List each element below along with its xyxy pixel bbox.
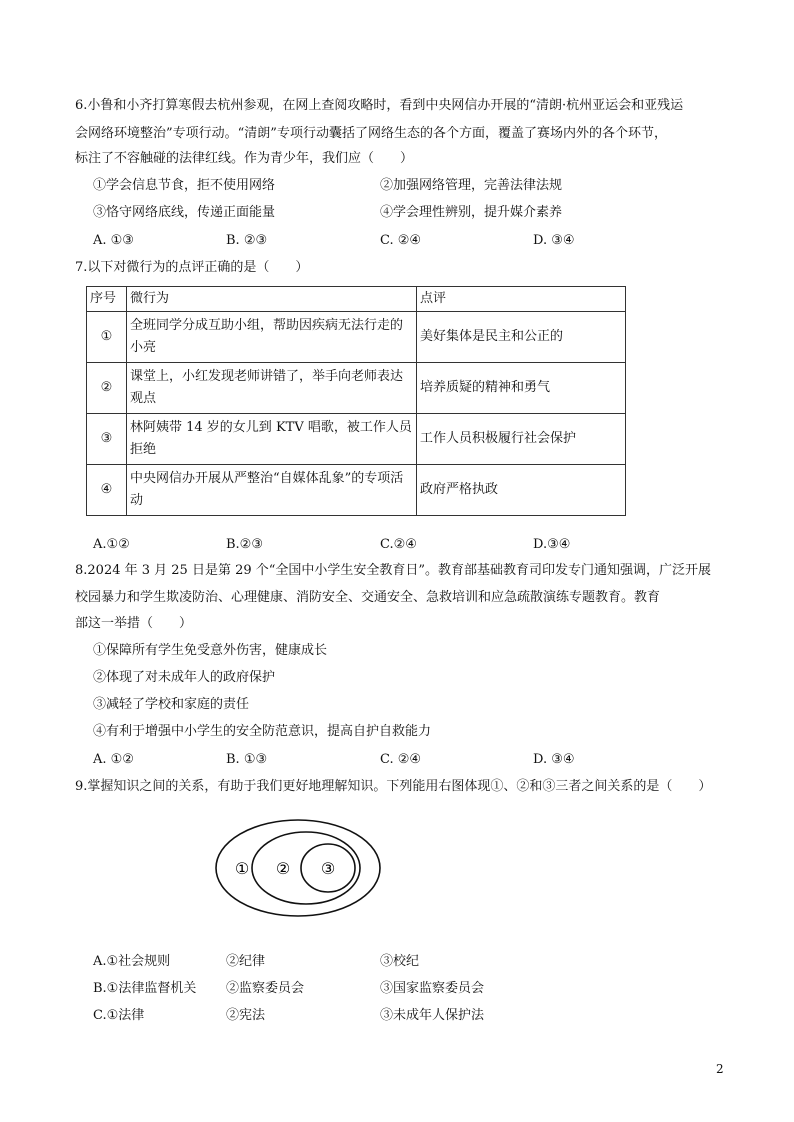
row-number: ① bbox=[87, 312, 127, 363]
row-behavior: 中央网信办开展从严整治“自媒体乱象”的专项活动 bbox=[127, 465, 417, 516]
q7-option-c: C.②④ bbox=[380, 537, 417, 552]
q8-stem-line-3: 部这一举措（ ） bbox=[75, 616, 193, 631]
header-behavior: 微行为 bbox=[127, 287, 417, 312]
q9-choice-a-2: ②纪律 bbox=[226, 954, 266, 969]
table-row bbox=[87, 465, 626, 516]
q6-option-c: C. ②④ bbox=[380, 233, 422, 248]
q6-option-b: B. ②③ bbox=[226, 233, 268, 248]
q6-statement-2: ②加强网络管理，完善法律法规 bbox=[380, 178, 563, 193]
q7-option-a: A.①② bbox=[93, 537, 130, 552]
header-seq: 序号 bbox=[87, 287, 127, 312]
q6-statement-3: ③恪守网络底线，传递正面能量 bbox=[93, 205, 276, 220]
q8-option-c: C. ②④ bbox=[380, 752, 422, 767]
table-row bbox=[87, 363, 626, 414]
row-behavior: 林阿姨带 14 岁的女儿到 KTV 唱歌，被工作人员拒绝 bbox=[127, 414, 417, 465]
row-behavior: 课堂上，小红发现老师讲错了，举手向老师表达观点 bbox=[127, 363, 417, 414]
row-number: ② bbox=[87, 363, 127, 414]
q6-option-d: D. ③④ bbox=[533, 233, 575, 248]
row-behavior: 全班同学分成互助小组，帮助因疾病无法行走的小亮 bbox=[127, 312, 417, 363]
row-number: ③ bbox=[87, 414, 127, 465]
q7-option-d: D.③④ bbox=[533, 537, 571, 552]
middle-ellipse bbox=[252, 832, 360, 904]
inner-ellipse bbox=[301, 844, 355, 892]
q8-statement-3: ③减轻了学校和家庭的责任 bbox=[93, 697, 250, 712]
q8-option-a: A. ①② bbox=[93, 752, 134, 767]
q9-choice-c-3: ③未成年人保护法 bbox=[380, 1008, 485, 1023]
q8-statement-2: ②体现了对未成年人的政府保护 bbox=[93, 670, 276, 685]
q8-option-b: B. ①③ bbox=[226, 752, 268, 767]
q6-stem-line-3: 标注了不容触碰的法律红线。作为青少年，我们应（ ） bbox=[75, 151, 414, 166]
q8-option-d: D. ③④ bbox=[533, 752, 575, 767]
q9-choice-b-2: ②监察委员会 bbox=[226, 981, 305, 996]
q6-statement-1: ①学会信息节食，拒不使用网络 bbox=[93, 178, 276, 193]
q8-statement-1: ①保障所有学生免受意外伤害，健康成长 bbox=[93, 643, 328, 658]
q9-choice-c-1: C.①法律 bbox=[93, 1008, 145, 1023]
table-header-row bbox=[87, 287, 626, 312]
table-row bbox=[87, 312, 626, 363]
q9-choice-a-1: A.①社会规则 bbox=[93, 954, 171, 969]
q9-choice-c-2: ②宪法 bbox=[226, 1008, 266, 1023]
q8-statement-4: ④有利于增强中小学生的安全防范意识，提高自护自救能力 bbox=[93, 724, 432, 739]
row-comment: 工作人员积极履行社会保护 bbox=[417, 414, 626, 465]
row-comment: 培养质疑的精神和勇气 bbox=[417, 363, 626, 414]
q7-table bbox=[86, 286, 626, 516]
q7-option-b: B.②③ bbox=[226, 537, 263, 552]
q8-stem-line-1: 8.2024 年 3 月 25 日是第 29 个“全国中小学生安全教育日”。教育部基础教育司印发专门通知强调，广泛开展 bbox=[75, 563, 712, 578]
outer-ellipse bbox=[216, 820, 380, 916]
q8-stem-line-2: 校园暴力和学生欺凌防治、心理健康、消防安全、交通安全、急救培训和应急疏散演练专题教育。教育 bbox=[75, 590, 661, 605]
diagram-label-3: ③ bbox=[320, 859, 336, 878]
row-comment: 政府严格执政 bbox=[417, 465, 626, 516]
diagram-label-1: ① bbox=[234, 859, 250, 878]
table-row bbox=[87, 414, 626, 465]
row-number: ④ bbox=[87, 465, 127, 516]
q9-choice-b-3: ③国家监察委员会 bbox=[380, 981, 485, 996]
diagram-label-2: ② bbox=[275, 859, 291, 878]
page-number: 2 bbox=[716, 1062, 724, 1076]
q6-statement-4: ④学会理性辨别，提升媒介素养 bbox=[380, 205, 563, 220]
row-comment: 美好集体是民主和公正的 bbox=[417, 312, 626, 363]
q9-choice-b-1: B.①法律监督机关 bbox=[93, 981, 197, 996]
q9-choice-a-3: ③校纪 bbox=[380, 954, 420, 969]
q6-stem-line-2: 会网络环境整治”专项行动。“清朗”专项行动囊括了网络生态的各个方面，覆盖了赛场内外的各个环节， bbox=[75, 126, 667, 141]
q9-stem: 9.掌握知识之间的关系，有助于我们更好地理解知识。下列能用右图体现①、②和③三者之间关系的是（ ） bbox=[75, 779, 712, 794]
q6-option-a: A. ①③ bbox=[93, 233, 134, 248]
header-comment: 点评 bbox=[417, 287, 626, 312]
q7-stem: 7.以下对微行为的点评正确的是（ ） bbox=[75, 260, 309, 275]
q6-stem-line-1: 6.小鲁和小齐打算寒假去杭州参观，在网上查阅攻略时，看到中央网信办开展的“清朗·杭州亚运会和亚残运 bbox=[75, 98, 684, 113]
